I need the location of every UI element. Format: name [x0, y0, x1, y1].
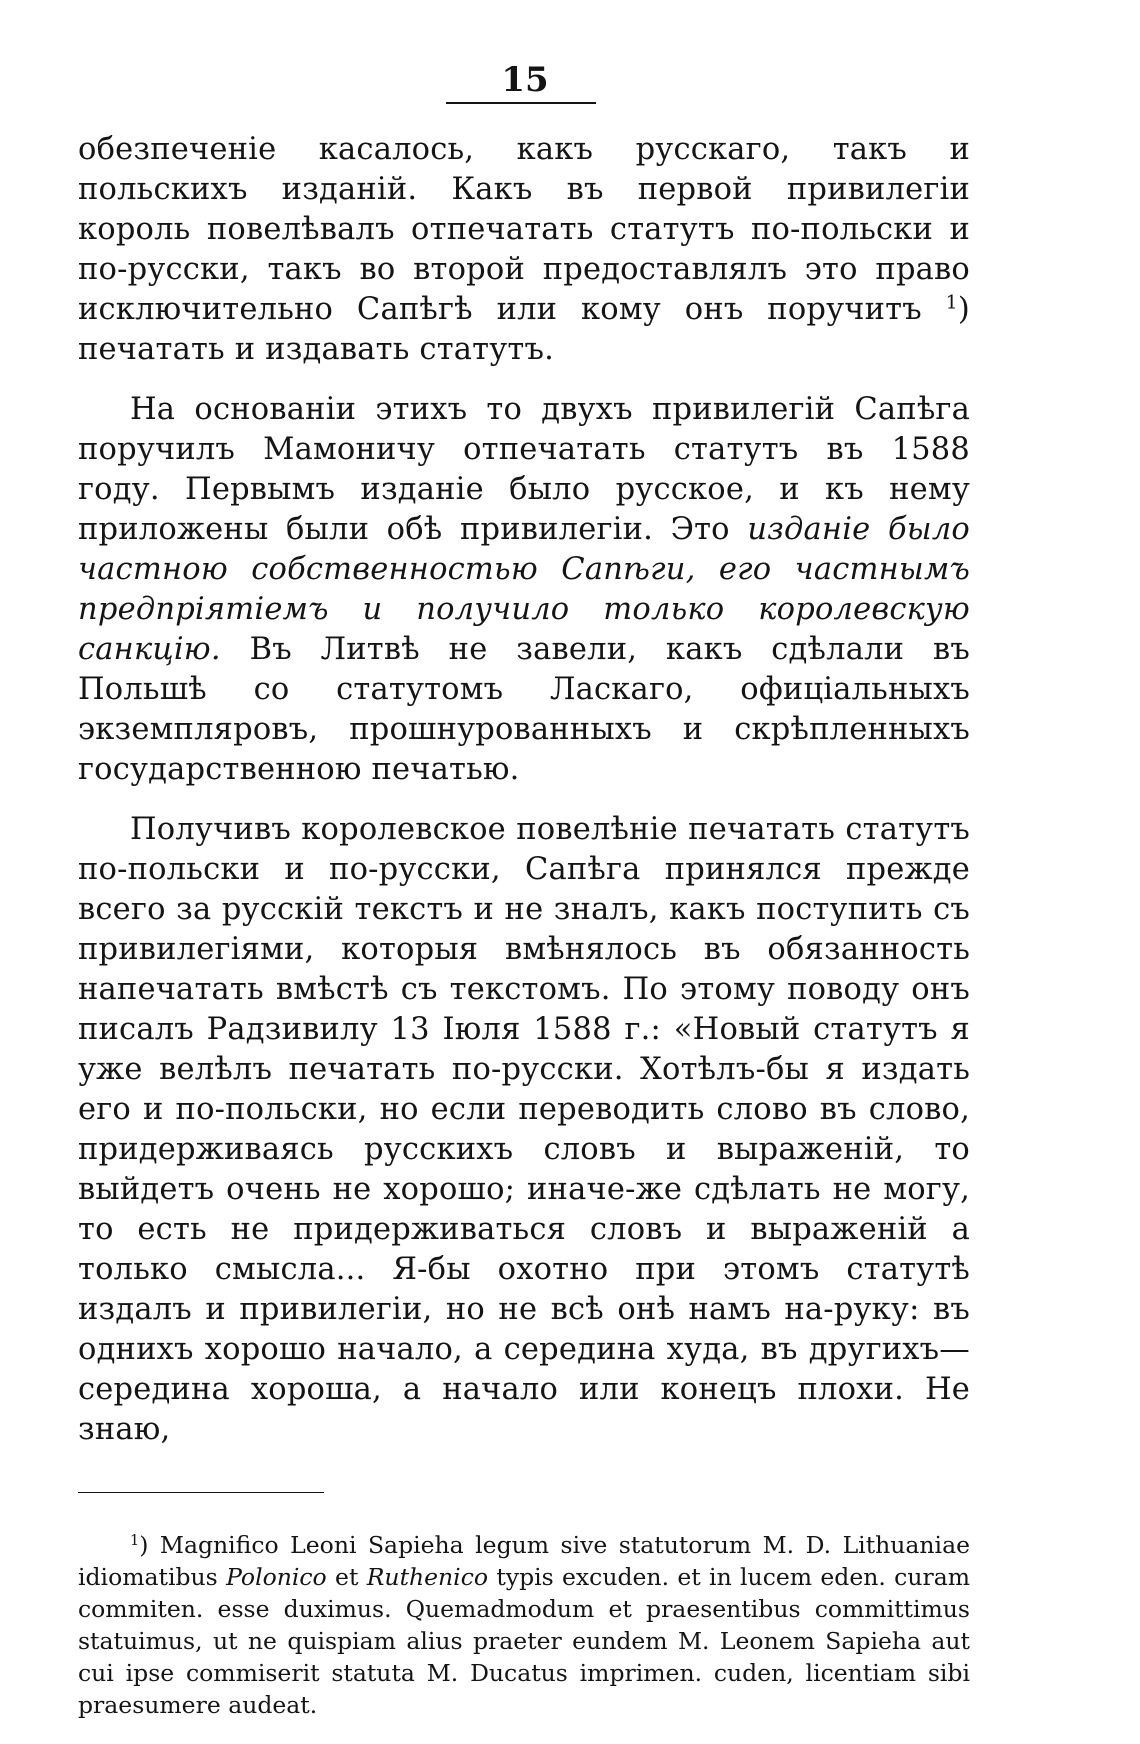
paragraph-1-text: обезпеченіе касалось, какъ русскаго, такъ и польскихъ изданій. Какъ въ первой привилегіи король повелѣвалъ отпечатать статутъ по-польски и по-русски, такъ во второй предоставлялъ это право исключительно Сапѣгѣ или кому онъ поручитъ	[78, 132, 970, 327]
paragraph-2-lead: На основаніи этихъ то двухъ привилегій Сапѣга поручилъ Мамоничу отпечатать статутъ въ 1588 году. Первымъ изданіе было русское, и къ нему приложены были обѣ привилегіи. Это	[78, 392, 970, 547]
paragraph-2	[78, 390, 970, 790]
footnote-reference: 1	[945, 291, 958, 314]
body-text	[78, 130, 970, 1450]
footnote-marker: 1	[130, 1532, 140, 1549]
footnote-italic-1: Polonico	[226, 1563, 327, 1591]
paragraph-1	[78, 130, 970, 370]
footnote	[78, 1529, 970, 1721]
paragraph-3: Получивъ королевское повелѣніе печатать статутъ по-польски и по-русски, Сапѣга принялся прежде всего за русскій текстъ и не зналъ, какъ поступить съ привилегіями, которыя вмѣнялось въ обязанность напечатать вмѣстѣ съ текстомъ. По этому поводу онъ писалъ Радзивилу 13 Іюля 1588 г.: «Новый статутъ я уже велѣлъ печатать по-русски. Хотѣлъ-бы я издать его и по-польски, но если переводить слово въ слово, придерживаясь русскихъ словъ и выраженій, то выйдетъ очень не хорошо; иначе-же сдѣлать не могу, то есть не придерживаться словъ и выраженій а только смысла... Я-бы охотно при этомъ статутѣ издалъ и привилегіи, но не всѣ онѣ намъ на-руку: въ однихъ хорошо начало, а середина худа, въ другихъ— середина хороша, а начало или конецъ плохи. Не знаю,	[78, 812, 970, 1447]
book-page	[78, 60, 970, 1721]
paragraph-2-italic: изданіе было частною собственностью Сапѣги, его частнымъ предпріятіемъ и получило только королевскую санкцію.	[78, 512, 970, 667]
page-number-rule	[446, 102, 596, 104]
paragraph-2-tail: Въ Литвѣ не завели, какъ сдѣлали въ Польшѣ со статутомъ Ласкаго, офиціальныхъ экземпляровъ, прошнурованныхъ и скрѣпленныхъ государственною печатью.	[78, 632, 970, 787]
footnote-text-2: et	[326, 1563, 367, 1591]
footnote-rule	[78, 1492, 324, 1493]
paragraph-1-tail: ) печатать и издавать статутъ.	[78, 292, 970, 367]
footnote-text-3: typis excuden. et in lucem eden. curam commiten. esse duximus. Quemadmodum et praesentibus committimus statuimus, ut ne quispiam alius praeter eundem M. Leonem Sapieha aut cui ipse commiserit statuta M. Ducatus imprimen. cuden, licentiam sibi praesumere audeat.	[78, 1563, 971, 1719]
footnote-italic-2: Ruthenico	[366, 1563, 489, 1591]
footnote-text-1: ) Magnifico Leoni Sapieha legum sive statutorum M. D. Lithuaniae idiomatibus	[78, 1531, 970, 1591]
page-number: 15	[501, 60, 549, 100]
